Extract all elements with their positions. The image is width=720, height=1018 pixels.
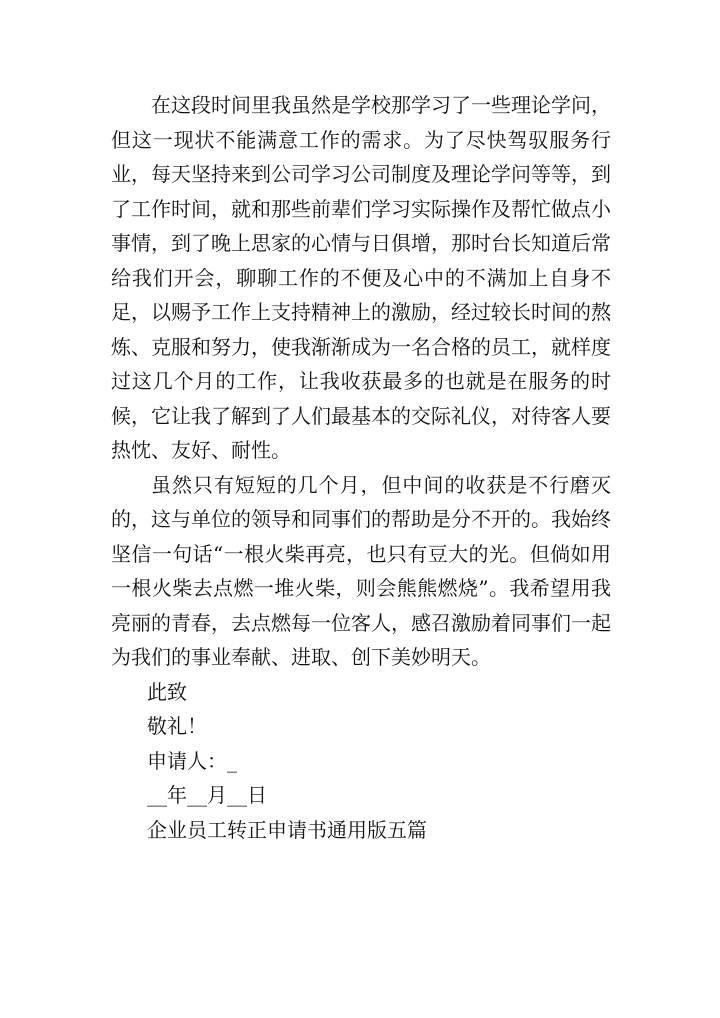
- salutation-line: 敬礼！: [147, 714, 207, 738]
- closing-line: 此致: [147, 679, 187, 704]
- body-paragraph-2: 虽然只有短短的几个月，但中间的收获是不行磨灭的，这与单位的领导和同事们的帮助是分不开的。我始终坚信一句话“一根火柴再亮，也只有豆大的光。但倘如用一根火柴去点燃一堆火柴，则会熊熊燃烧”。我希望用我亮丽的青春，去点燃每一位客人，感召激励着同事们一起为我们的事业奉献、进取、创下美妙明天。: [111, 472, 611, 669]
- body-paragraph-1: 在这段时间里我虽然是学校那学习了一些理论学问，但这一现状不能满意工作的需求。为了尽快驾驭服务行业，每天坚持来到公司学习公司制度及理论学问等等，到了工作时间，就和那些前辈们学习实际操作及帮忙做点小事情，到了晚上思家的心情与日俱增，那时台长知道后常给我们开会，聊聊工作的不便及心中的不满加上自身不足，以赐予工作上支持精神上的激励，经过较长时间的熬炼、克服和努力，使我渐渐成为一名合格的员工，就样度过这几个月的工作，让我收获最多的也就是在服务的时候，它让我了解到了人们最基本的交际礼仪，对待客人要热忱、友好、耐性。: [111, 93, 611, 462]
- letter-body: [111, 88, 611, 847]
- next-section-title: 企业员工转正申请书通用版五篇: [147, 817, 427, 842]
- applicant-line: 申请人：_: [147, 748, 237, 773]
- date-line: __年__月__日: [147, 783, 267, 807]
